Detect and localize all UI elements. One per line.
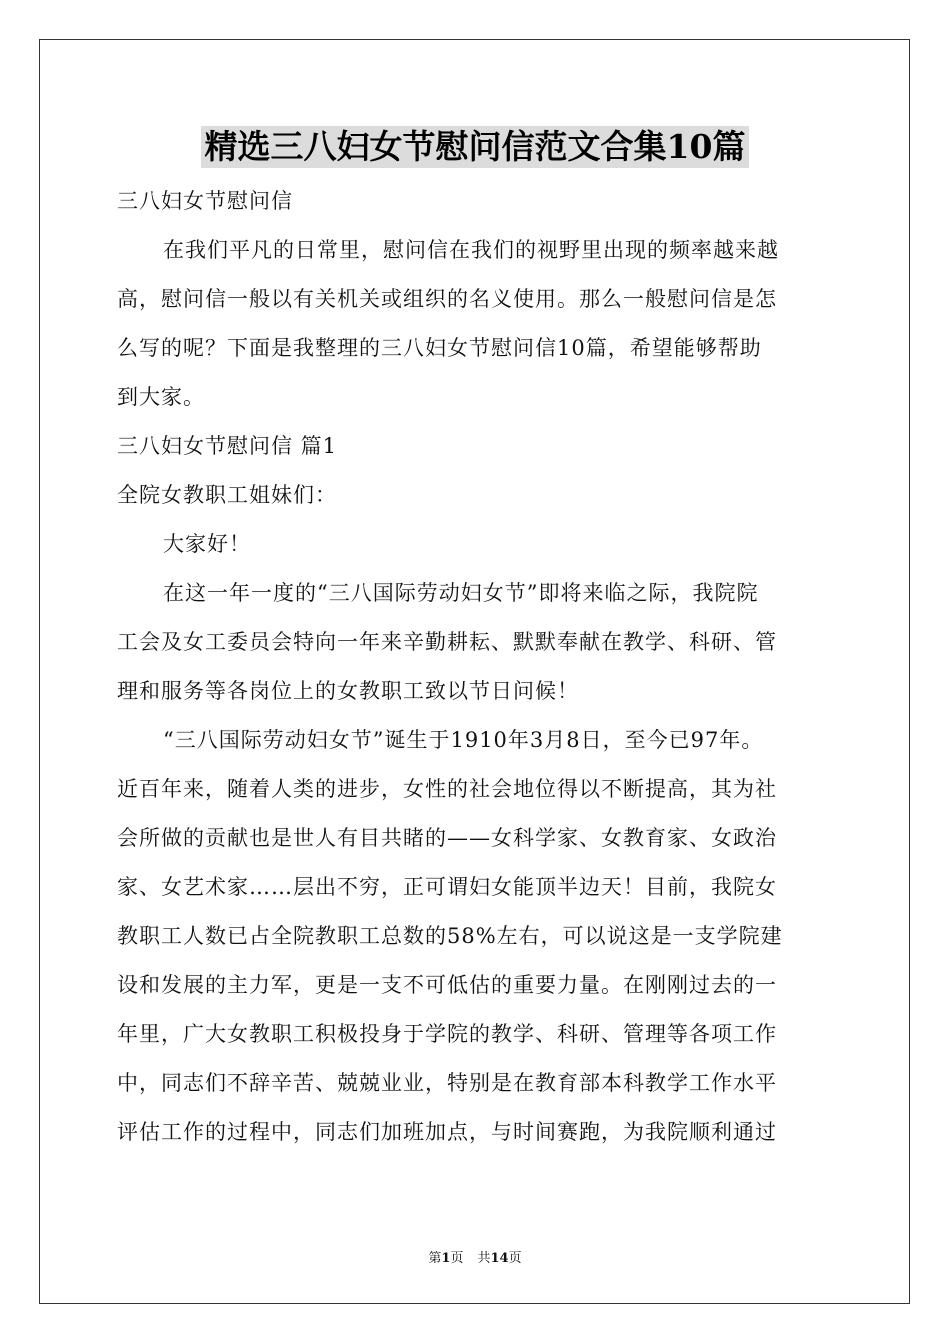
page-footer — [0, 1247, 950, 1266]
body-line: 评估工作的过程中，同志们加班加点，与时间赛跑，为我院顺利通过 — [117, 1120, 777, 1144]
body-line: 全院女教职工姐妹们： — [117, 483, 337, 507]
body-line: 到大家。 — [117, 385, 205, 409]
footer-page-number: 1 — [441, 1251, 451, 1266]
body-line: 教职工人数已占全院教职工总数的58%左右，可以说这是一支学院建 — [117, 924, 783, 948]
footer-total-prefix: 共 — [477, 1251, 491, 1266]
body-line: 中，同志们不辞辛苦、兢兢业业，特别是在教育部本科教学工作水平 — [117, 1071, 777, 1095]
footer-page-prefix: 第 — [428, 1251, 442, 1266]
body-line: 近百年来，随着人类的进步，女性的社会地位得以不断提高，其为社 — [117, 777, 777, 801]
body-line: 三八妇女节慰问信 — [117, 189, 293, 213]
body-line: 理和服务等各岗位上的女教职工致以节日问候！ — [117, 679, 579, 703]
footer-total-suffix: 页 — [508, 1251, 522, 1266]
body-line: 么写的呢？下面是我整理的三八妇女节慰问信10篇，希望能够帮助 — [117, 336, 762, 360]
body-line: 家、女艺术家……层出不穷，正可谓妇女能顶半边天！目前，我院女 — [117, 875, 777, 899]
body-line: 设和发展的主力军，更是一支不可低估的重要力量。在刚刚过去的一 — [117, 973, 777, 997]
footer-total-pages: 14 — [490, 1251, 509, 1266]
footer-page-suffix: 页 — [450, 1251, 464, 1266]
body-line: 年里，广大女教职工积极投身于学院的教学、科研、管理等各项工作 — [117, 1022, 777, 1046]
document-title: 精选三八妇女节慰问信范文合集10篇 — [201, 126, 750, 168]
body-line: 在我们平凡的日常里，慰问信在我们的视野里出现的频率越来越 — [163, 238, 779, 262]
body-line: 大家好！ — [163, 532, 251, 556]
body-line: “三八国际劳动妇女节”诞生于1910年3月8日，至今已97年。 — [163, 728, 764, 752]
body-line: 在这一年一度的“三八国际劳动妇女节”即将来临之际，我院院 — [163, 581, 759, 605]
title-container — [0, 126, 950, 168]
body-line: 会所做的贡献也是世人有目共睹的——女科学家、女教育家、女政治 — [117, 826, 777, 850]
document-body — [117, 177, 833, 1157]
body-line: 工会及女工委员会特向一年来辛勤耕耘、默默奉献在教学、科研、管 — [117, 630, 777, 654]
body-line: 三八妇女节慰问信 篇1 — [117, 434, 338, 458]
body-line: 高，慰问信一般以有关机关或组织的名义使用。那么一般慰问信是怎 — [117, 287, 777, 311]
